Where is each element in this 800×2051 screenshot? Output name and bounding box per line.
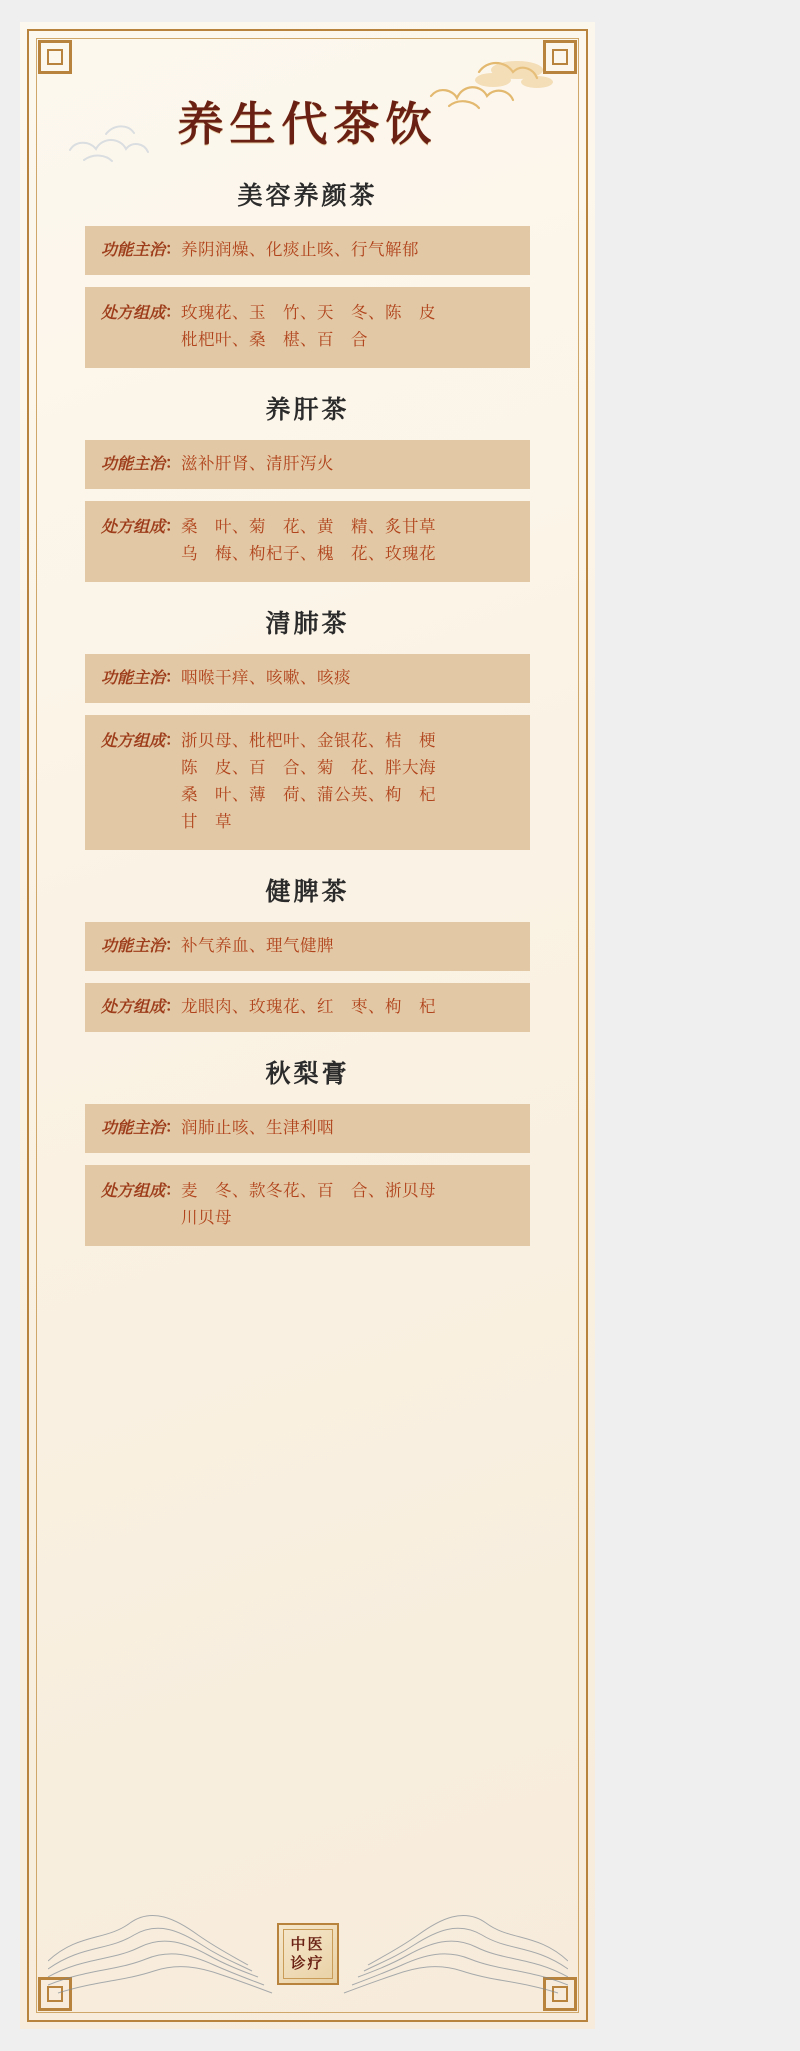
seal-line-2: 诊疗 bbox=[290, 1954, 325, 1972]
formula-value bbox=[181, 1178, 516, 1232]
seal-line-1: 中医 bbox=[290, 1935, 325, 1953]
formula-line: 乌 梅、枸杞子、槐 花、玫瑰花 bbox=[181, 545, 437, 563]
section-title: 秋梨膏 bbox=[265, 1059, 350, 1088]
formula-row bbox=[85, 501, 530, 582]
corner-ornament-bottom-left bbox=[38, 1977, 72, 2011]
label-colon: ： bbox=[165, 455, 182, 472]
formula-label: 处方组成 bbox=[101, 517, 166, 536]
formula-line: 玫瑰花、玉 竹、天 冬、陈 皮 bbox=[181, 304, 437, 322]
section-title: 健脾茶 bbox=[265, 877, 350, 906]
formula-value bbox=[181, 514, 516, 568]
function-row bbox=[85, 654, 530, 703]
formula-label: 处方组成 bbox=[101, 1181, 166, 1200]
formula-row bbox=[85, 983, 530, 1032]
formula-row bbox=[85, 1165, 530, 1246]
formula-row bbox=[85, 715, 530, 850]
label-colon: ： bbox=[165, 937, 182, 954]
label-colon: ： bbox=[165, 1119, 182, 1136]
function-row bbox=[85, 922, 530, 971]
function-value: 润肺止咳、生津利咽 bbox=[181, 1119, 335, 1137]
function-row bbox=[85, 226, 530, 275]
formula-row bbox=[85, 287, 530, 368]
formula-line: 浙贝母、枇杷叶、金银花、桔 梗 bbox=[181, 732, 437, 750]
function-row bbox=[85, 1104, 530, 1153]
corner-ornament-top-left bbox=[38, 40, 72, 74]
formula-line: 川贝母 bbox=[181, 1209, 233, 1227]
seal-inner bbox=[283, 1929, 333, 1979]
section-title: 清肺茶 bbox=[265, 609, 350, 638]
label-colon: ： bbox=[165, 732, 182, 749]
poster bbox=[20, 22, 595, 2029]
poster-content bbox=[60, 70, 555, 1258]
formula-value bbox=[181, 728, 516, 836]
section-title: 养肝茶 bbox=[265, 395, 350, 424]
function-label: 功能主治 bbox=[101, 1118, 166, 1137]
formula-line: 龙眼肉、玫瑰花、红 枣、枸 杞 bbox=[181, 998, 437, 1016]
function-label: 功能主治 bbox=[101, 936, 166, 955]
label-colon: ： bbox=[165, 669, 182, 686]
formula-line: 麦 冬、款冬花、百 合、浙贝母 bbox=[181, 1182, 437, 1200]
section-beauty-tea bbox=[60, 176, 555, 368]
function-value: 养阴润燥、化痰止咳、行气解郁 bbox=[181, 241, 420, 259]
label-colon: ： bbox=[165, 998, 182, 1015]
function-label: 功能主治 bbox=[101, 240, 166, 259]
formula-line: 甘 草 bbox=[181, 813, 233, 831]
function-value: 补气养血、理气健脾 bbox=[181, 937, 335, 955]
function-value: 咽喉干痒、咳嗽、咳痰 bbox=[181, 669, 352, 687]
formula-value bbox=[181, 994, 516, 1021]
section-liver-tea bbox=[60, 390, 555, 582]
section-title: 美容养颜茶 bbox=[237, 181, 378, 210]
label-colon: ： bbox=[165, 518, 182, 535]
section-lung-tea bbox=[60, 604, 555, 850]
label-colon: ： bbox=[165, 241, 182, 258]
page-title: 养生代茶饮 bbox=[177, 97, 438, 151]
corner-ornament-bottom-right bbox=[543, 1977, 577, 2011]
formula-line: 枇杷叶、桑 椹、百 合 bbox=[181, 331, 369, 349]
label-colon: ： bbox=[165, 304, 182, 321]
formula-line: 陈 皮、百 合、菊 花、胖大海 bbox=[181, 759, 437, 777]
function-label: 功能主治 bbox=[101, 454, 166, 473]
label-colon: ： bbox=[165, 1182, 182, 1199]
function-value: 滋补肝肾、清肝泻火 bbox=[181, 455, 335, 473]
section-pear-syrup bbox=[60, 1054, 555, 1246]
seal-stamp bbox=[277, 1923, 339, 1985]
formula-label: 处方组成 bbox=[101, 997, 166, 1016]
section-spleen-tea bbox=[60, 872, 555, 1032]
function-label: 功能主治 bbox=[101, 668, 166, 687]
formula-line: 桑 叶、菊 花、黄 精、炙甘草 bbox=[181, 518, 437, 536]
formula-label: 处方组成 bbox=[101, 303, 166, 322]
formula-line: 桑 叶、薄 荷、蒲公英、枸 杞 bbox=[181, 786, 437, 804]
function-row bbox=[85, 440, 530, 489]
corner-ornament-top-right bbox=[543, 40, 577, 74]
formula-label: 处方组成 bbox=[101, 731, 166, 750]
formula-value bbox=[181, 300, 516, 354]
